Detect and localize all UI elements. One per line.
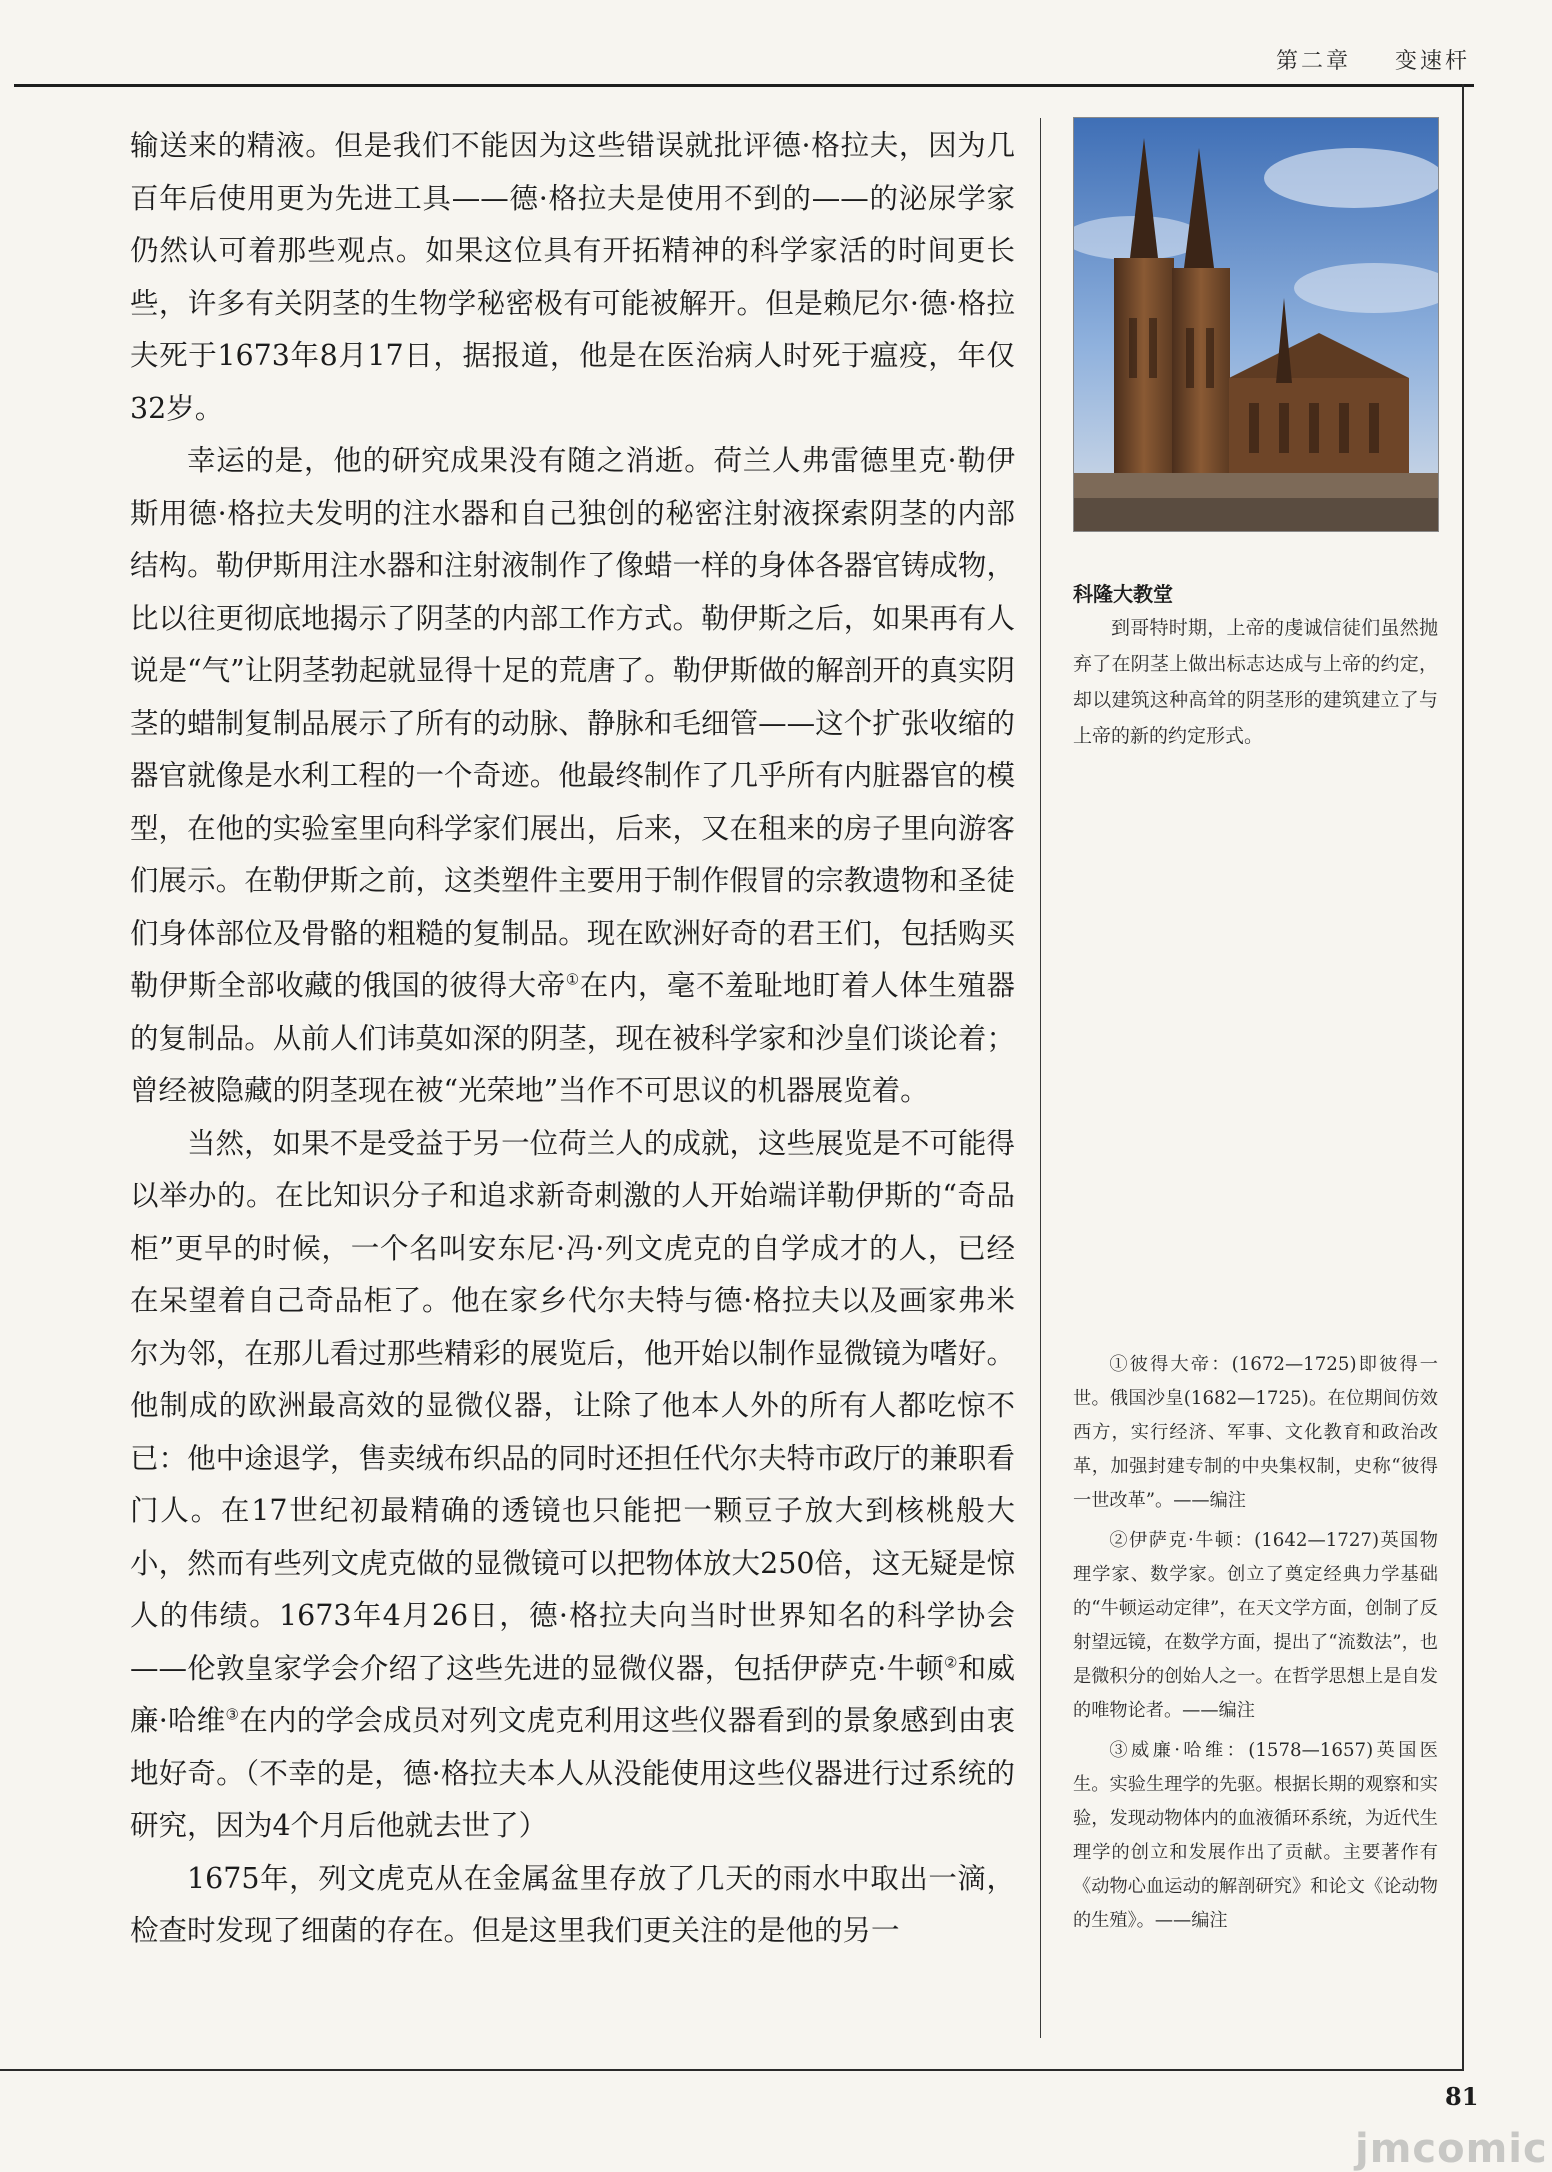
paragraph-4: 1675年，列文虎克从在金属盆里存放了几天的雨水中取出一滴，检查时发现了细菌的存在。但是这里我们更关注的是他的另一 (130, 1861, 1015, 1947)
header-rule (14, 84, 1474, 87)
page-number: 81 (1445, 2082, 1479, 2111)
paragraph-3-text-a: 当然，如果不是受益于另一位荷兰人的成就，这些展览是不可能得以举办的。在比知识分子和追求新奇刺激的人开始端详勒伊斯的“奇品柜”更早的时候，一个名叫安东尼·冯·列文虎克的自学成才的人，已经在呆望着自己奇品柜了。他在家乡代尔夫特与德·格拉夫以及画家弗米尔为邻，在那儿看过那些精彩的展览后，他开始以制作显微镜为嗜好。他制成的欧洲最高效的显微仪器，让除了他本人外的所有人都吃惊不已：他中途退学，售卖绒布织品的同时还担任代尔夫特市政厅的兼职看门人。在17世纪初最精确的透镜也只能把一颗豆子放大到核桃般大小，然而有些列文虎克做的显微镜可以把物体放大250倍，这无疑是惊人的伟绩。1673年4月26日，德·格拉夫向当时世界知名的科学协会——伦敦皇家学会介绍了这些先进的显微仪器，包括伊萨克·牛顿 (130, 1126, 1015, 1685)
running-header (0, 44, 1470, 75)
chapter-title: 变速杆 (1394, 49, 1470, 74)
footnote-mark-1: ① (565, 970, 580, 989)
main-text (130, 120, 1015, 1958)
footnote-2: ②伊萨克·牛顿：(1642—1727)英国物理学家、数学家。创立了奠定经典力学基础的“牛顿运动定律”，在天文学方面，创制了反射望远镜，在数学方面，提出了“流数法”，也是微积分的创始人之一。在哲学思想上是自发的唯物论者。——编注 (1073, 1530, 1438, 1721)
paragraph-3-text-c: 在内的学会成员对列文虎克利用这些仪器看到的景象感到由衷地好奇。（不幸的是，德·格拉夫本人从没能使用这些仪器进行过系统的研究，因为4个月后他就去世了） (130, 1704, 1016, 1842)
chapter-label: 第二章 (1275, 49, 1351, 74)
column-divider (1040, 118, 1041, 2038)
footer-rule (0, 2069, 1464, 2071)
footnotes (1073, 1348, 1438, 1938)
footnote-mark-3: ③ (225, 1705, 240, 1724)
paragraph-3-text-b: 和威廉·哈维 (130, 1651, 1015, 1737)
caption-title: 科隆大教堂 (1073, 582, 1173, 606)
watermark: jmcomic (1355, 2126, 1548, 2172)
caption-text: 到哥特时期，上帝的虔诚信徒们虽然抛弃了在阴茎上做出标志达成与上帝的约定，却以建筑这种高耸的阴茎形的建筑建立了与上帝的新的约定形式。 (1073, 617, 1438, 747)
paragraph-2-text-a: 幸运的是，他的研究成果没有随之消逝。荷兰人弗雷德里克·勒伊斯用德·格拉夫发明的注水器和自己独创的秘密注射液探索阴茎的内部结构。勒伊斯用注水器和注射液制作了像蜡一样的身体各器官铸成物，比以往更彻底地揭示了阴茎的内部工作方式。勒伊斯之后，如果再有人说是“气”让阴茎勃起就显得十足的荒唐了。勒伊斯做的解剖开的真实阴茎的蜡制复制品展示了所有的动脉、静脉和毛细管——这个扩张收缩的器官就像是水利工程的一个奇迹。他最终制作了几乎所有内脏器官的模型，在他的实验室里向科学家们展出，后来，又在租来的房子里向游客们展示。在勒伊斯之前，这类塑件主要用于制作假冒的宗教遗物和圣徒们身体部位及骨骼的粗糙的复制品。现在欧洲好奇的君王们，包括购买勒伊斯全部收藏的俄国的彼得大帝 (130, 444, 1015, 1002)
cathedral-photo (1073, 117, 1439, 532)
footnote-mark-2: ② (944, 1653, 958, 1671)
paragraph-2-text-b: 在内，毫不羞耻地盯着人体生殖器的复制品。从前人们讳莫如深的阴茎，现在被科学家和沙皇们谈论着；曾经被隐藏的阴茎现在被“光荣地”当作不可思议的机器展览着。 (130, 969, 1015, 1107)
right-border-rule (1462, 84, 1464, 2069)
footnote-3: ③威廉·哈维：(1578—1657)英国医生。实验生理学的先驱。根据长期的观察和实验，发现动物体内的血液循环系统，为近代生理学的创立和发展作出了贡献。主要著作有《动物心血运动的解剖研究》和论文《论动物的生殖》。——编注 (1073, 1740, 1438, 1931)
footnote-1: ①彼得大帝：(1672—1725)即彼得一世。俄国沙皇(1682—1725)。在位期间仿效西方，实行经济、军事、文化教育和政治改革，加强封建专制的中央集权制，史称“彼得一世改革”。——编注 (1073, 1354, 1438, 1511)
paragraph-1: 输送来的精液。但是我们不能因为这些错误就批评德·格拉夫，因为几百年后使用更为先进工具——德·格拉夫是使用不到的——的泌尿学家仍然认可着那些观点。如果这位具有开拓精神的科学家活的时间更长些，许多有关阴茎的生物学秘密极有可能被解开。但是赖尼尔·德·格拉夫死于1673年8月17日，据报道，他是在医治病人时死于瘟疫，年仅32岁。 (130, 129, 1015, 425)
paragraph-3 (130, 1118, 1015, 1853)
paragraph-2 (130, 435, 1015, 1118)
